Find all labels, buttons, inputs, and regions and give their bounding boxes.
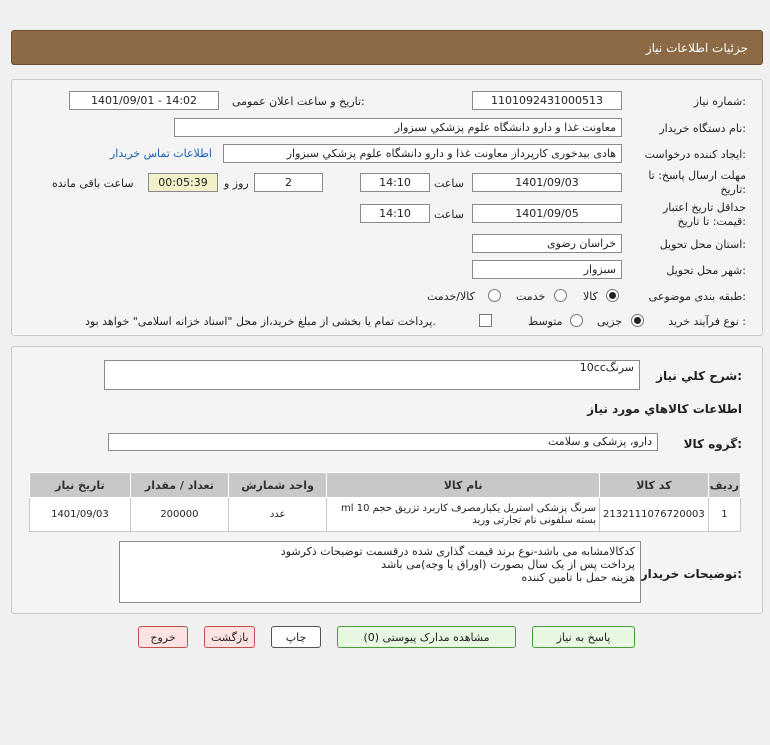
province-label: استان محل تحویل: (659, 238, 746, 251)
deadline-label-date: تاریخ: (720, 183, 746, 196)
goods-table-header (30, 473, 741, 498)
buyer-org-label: نام دستگاه خریدار: (659, 122, 746, 135)
need-number-label: شماره نیاز: (693, 95, 746, 108)
row-name-line1: سرنگ پزشکی استریل یکبارمصرف کاربرد تزریق حجم 10 ml (341, 502, 596, 514)
need-number-field: 1101092431000513 (472, 91, 622, 110)
table-row (30, 498, 741, 532)
exit-button[interactable]: خروج (138, 626, 188, 648)
city-field: سبزوار (472, 260, 622, 279)
goods-group-field: دارو، پزشکی و سلامت (108, 433, 658, 451)
goods-info-title: اطلاعات کالاهاي مورد نياز (587, 402, 742, 416)
col-index: ردیف (708, 473, 740, 498)
validity-time-field: 14:10 (360, 204, 430, 223)
col-name: نام کالا (327, 473, 600, 498)
announce-datetime-field: 1401/09/01 - 14:02 (69, 91, 219, 110)
col-qty: تعداد / مقدار (130, 473, 228, 498)
remaining-time-field: 00:05:39 (148, 173, 218, 192)
province-field: خراسان رضوی (472, 234, 622, 253)
requester-field: هادی بیدخوری کارپرداز معاونت غذا و دارو دانشگاه علوم پزشکي سبزوار (223, 144, 622, 163)
col-date: تاریخ نیاز (30, 473, 131, 498)
city-label: شهر محل تحویل: (666, 264, 746, 277)
validity-time-label: ساعت (434, 208, 464, 221)
buyer-notes-label: توضیحات خریدار: (640, 567, 742, 581)
days-label: روز و (224, 177, 249, 190)
treasury-note: پرداخت تمام یا بخشی از مبلغ خرید،از محل "اسناد خزانه اسلامی" خواهد بود. (85, 315, 436, 328)
col-code: کد کالا (599, 473, 708, 498)
deadline-time-label: ساعت (434, 177, 464, 190)
buyer-contact-link[interactable]: اطلاعات تماس خریدار (110, 147, 212, 160)
announce-label: تاریخ و ساعت اعلان عمومی: (232, 95, 365, 108)
summary-field: سرنگ10cc (104, 360, 640, 390)
note-line: پرداخت پس از یک سال بصورت (اوراق یا وجه)می باشد (381, 558, 635, 571)
category-radio-service[interactable] (554, 289, 567, 302)
summary-label: شرح کلي نياز: (656, 369, 742, 383)
note-line: هزینه حمل با تامین کننده (521, 571, 635, 584)
deadline-label: مهلت ارسال پاسخ: تا (648, 169, 746, 182)
buyer-notes-field (119, 541, 641, 603)
treasury-checkbox[interactable] (479, 314, 492, 327)
row-index: 1 (708, 498, 740, 532)
note-line: کدکالامشابه می باشد-نوع برند قیمت گذاری شده درقسمت توضیحات ذکرشود (280, 545, 635, 558)
col-unit: واحد شمارش (229, 473, 327, 498)
validity-label-date: قیمت: تا تاریخ: (677, 215, 746, 228)
validity-label: حداقل تاریخ اعتبار (662, 201, 746, 214)
deadline-time-field: 14:10 (360, 173, 430, 192)
category-label: طبقه بندی موضوعی: (648, 290, 746, 303)
purchase-type-label: نوع فرآیند خرید : (668, 315, 746, 328)
page-header (11, 30, 763, 65)
deadline-date-field: 1401/09/03 (472, 173, 622, 192)
row-name-line2: بسته سلفونی نام تجارتی ورید (472, 514, 596, 526)
category-option-service: خدمت (516, 290, 546, 303)
requester-label: ایجاد کننده درخواست: (644, 148, 746, 161)
category-radio-goods[interactable] (606, 289, 619, 302)
print-button[interactable]: چاپ (271, 626, 321, 648)
goods-table (29, 472, 741, 532)
category-option-goods-service: کالا/خدمت (427, 290, 475, 303)
page-title: جزئیات اطلاعات نیاز (645, 41, 748, 55)
row-date: 1401/09/03 (30, 498, 131, 532)
remaining-label: ساعت باقی مانده (52, 177, 134, 190)
purchase-radio-minor[interactable] (631, 314, 644, 327)
goods-group-label: گروه کالا: (683, 437, 742, 451)
row-name (327, 498, 600, 532)
buyer-org-field: معاونت غذا و دارو دانشگاه علوم پزشکي سبزوار (174, 118, 622, 137)
row-qty: 200000 (130, 498, 228, 532)
validity-date-field: 1401/09/05 (472, 204, 622, 223)
category-option-goods: کالا (583, 290, 598, 303)
category-radio-goods-service[interactable] (488, 289, 501, 302)
row-code: 2132111076720003 (599, 498, 708, 532)
row-unit: عدد (229, 498, 327, 532)
purchase-radio-medium[interactable] (570, 314, 583, 327)
back-button[interactable]: بازگشت (204, 626, 255, 648)
attachments-button[interactable]: مشاهده مدارک پیوستی (0) (337, 626, 516, 648)
reply-button[interactable]: پاسخ به نیاز (532, 626, 635, 648)
purchase-option-medium: متوسط (528, 315, 563, 328)
purchase-option-minor: جزیی (597, 315, 623, 328)
deadline-days-field: 2 (254, 173, 323, 192)
